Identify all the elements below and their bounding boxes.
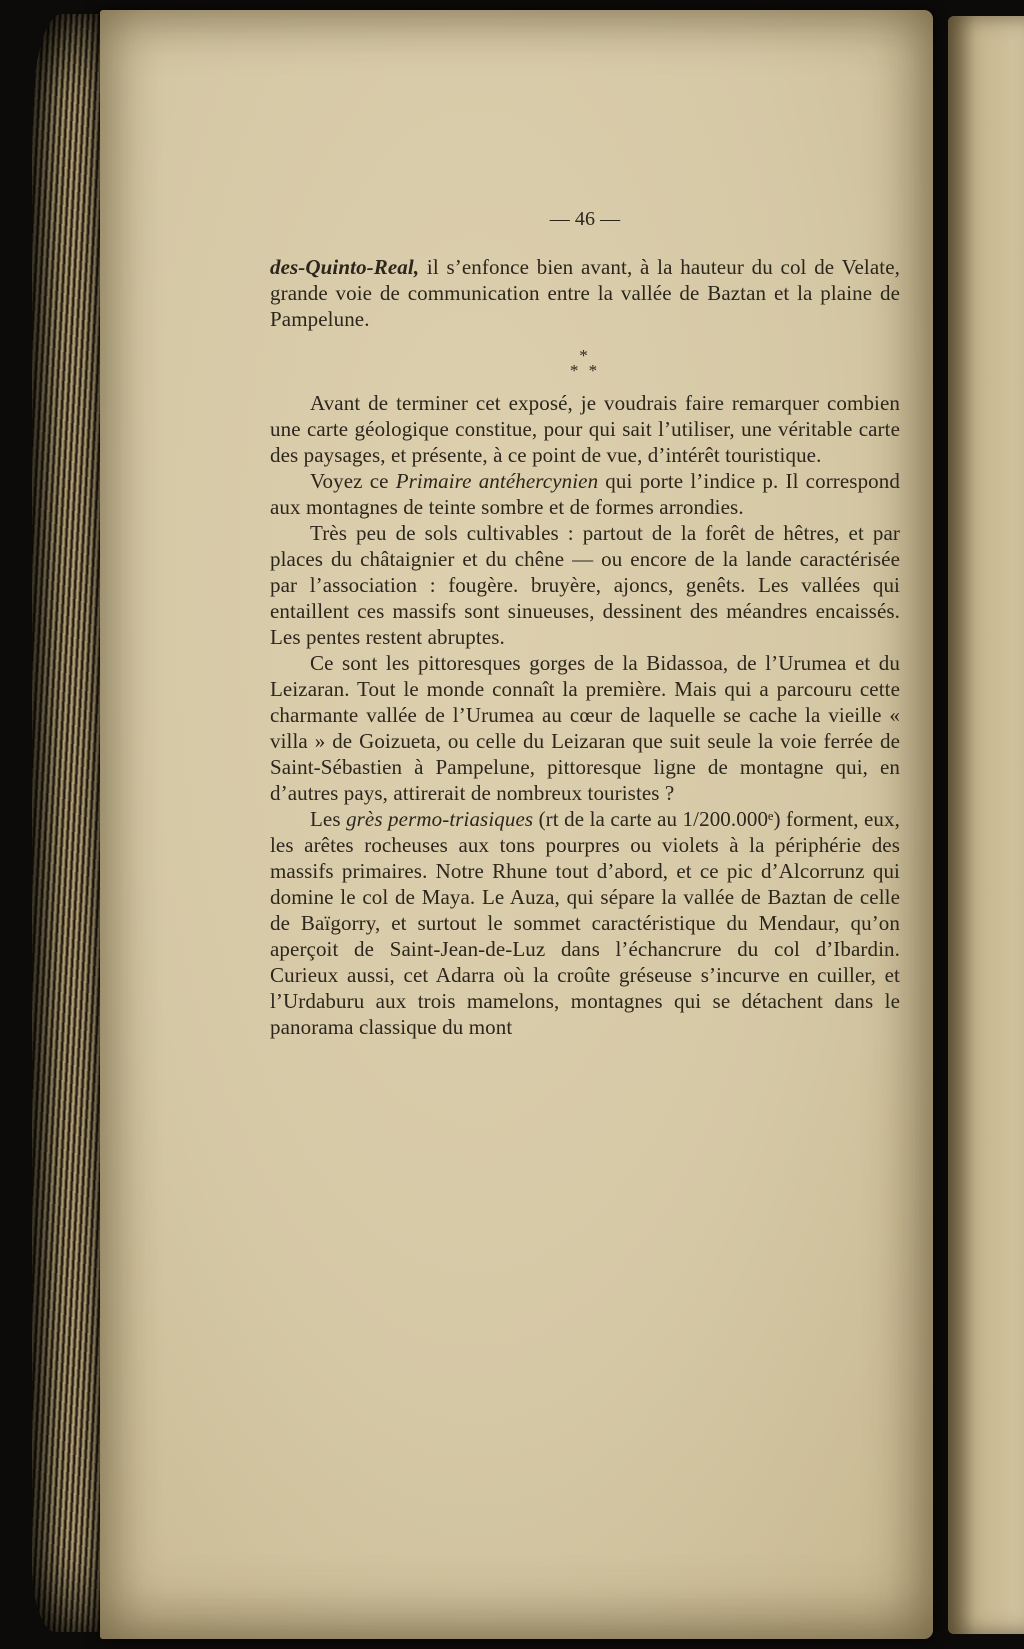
page-number: — 46 —	[549, 208, 621, 230]
text-segment: Très peu de sols cultivables : partout de la forêt de hêtres, et par places du châtaignier et du chêne — ou encore de la lande caractérisée par l’association : fougère. bruyère, ajoncs, genêts. Les vallées qui entaillent ces massifs sont sinueuses, dessinent des méandres encaissés. Les pentes restent abruptes.	[270, 521, 900, 649]
book-page	[100, 10, 933, 1639]
text-segment: qui porte l’indice p. Il correspond aux montagnes de teinte sombre et de formes arrondies.	[270, 469, 900, 519]
text-segment: Voyez ce	[310, 469, 396, 493]
paragraph	[270, 468, 900, 520]
paragraph	[270, 520, 900, 650]
paragraph	[270, 806, 900, 1040]
next-page-sliver	[948, 16, 1024, 1634]
text-segment: Les	[310, 807, 347, 831]
separator-asterisks-bottom: * *	[569, 361, 601, 380]
separator-asterisk-top: *	[579, 346, 591, 365]
italic-term: des-Quinto-Real,	[270, 255, 420, 279]
paragraph	[270, 254, 900, 332]
paragraph	[270, 390, 900, 468]
italic-term: grès permo-triasiques	[346, 807, 534, 831]
paragraph	[270, 650, 900, 806]
text-segment: il s’enfonce bien avant, à la hauteur du col de Velate, grande voie de communication entre la vallée de Baztan et la plaine de Pampelune.	[270, 255, 900, 331]
text-block	[270, 206, 900, 1040]
text-segment: Ce sont les pittoresques gorges de la Bidassoa, de l’Urumea et du Leizaran. Tout le monde connaît la première. Mais qui a parcouru cette charmante vallée de l’Urumea au cœur de laquelle se cache la vieille « villa » de Goizueta, ou celle du Leizaran que suit seule la voie ferrée de Saint-Sébastien à Pampelune, pittoresque ligne de montagne qui, en d’autres pays, attirerait de nombreux touristes ?	[270, 651, 900, 805]
italic-term: Primaire antéhercynien	[395, 469, 599, 493]
text-segment: Avant de terminer cet exposé, je voudrais faire remarquer combien une carte géologique constitue, pour qui sait l’utiliser, une véritable carte des paysages, et présente, à ce point de vue, d’intérêt touristique.	[270, 391, 900, 467]
section-separator	[270, 348, 900, 378]
text-segment: (rt de la carte au 1/200.000ᵉ) forment, eux, les arêtes rocheuses aux tons pourpres ou violets à la périphérie des massifs primaires. Notre Rhune tout d’abord, et ce pic d’Alcorrunz qui domine le col de Maya. Le Auza, qui sépare la vallée de Baztan de celle de Baïgorry, et surtout le sommet caractéristique du Mendaur, qu’on aperçoit de Saint-Jean-de-Luz dans l’échancrure du col d’Ibardin. Curieux aussi, cet Adarra où la croûte gréseuse s’incurve en cuiller, et l’Urdaburu aux trois mamelons, montagnes qui se détachent dans le panorama classique du mont	[270, 807, 900, 1039]
